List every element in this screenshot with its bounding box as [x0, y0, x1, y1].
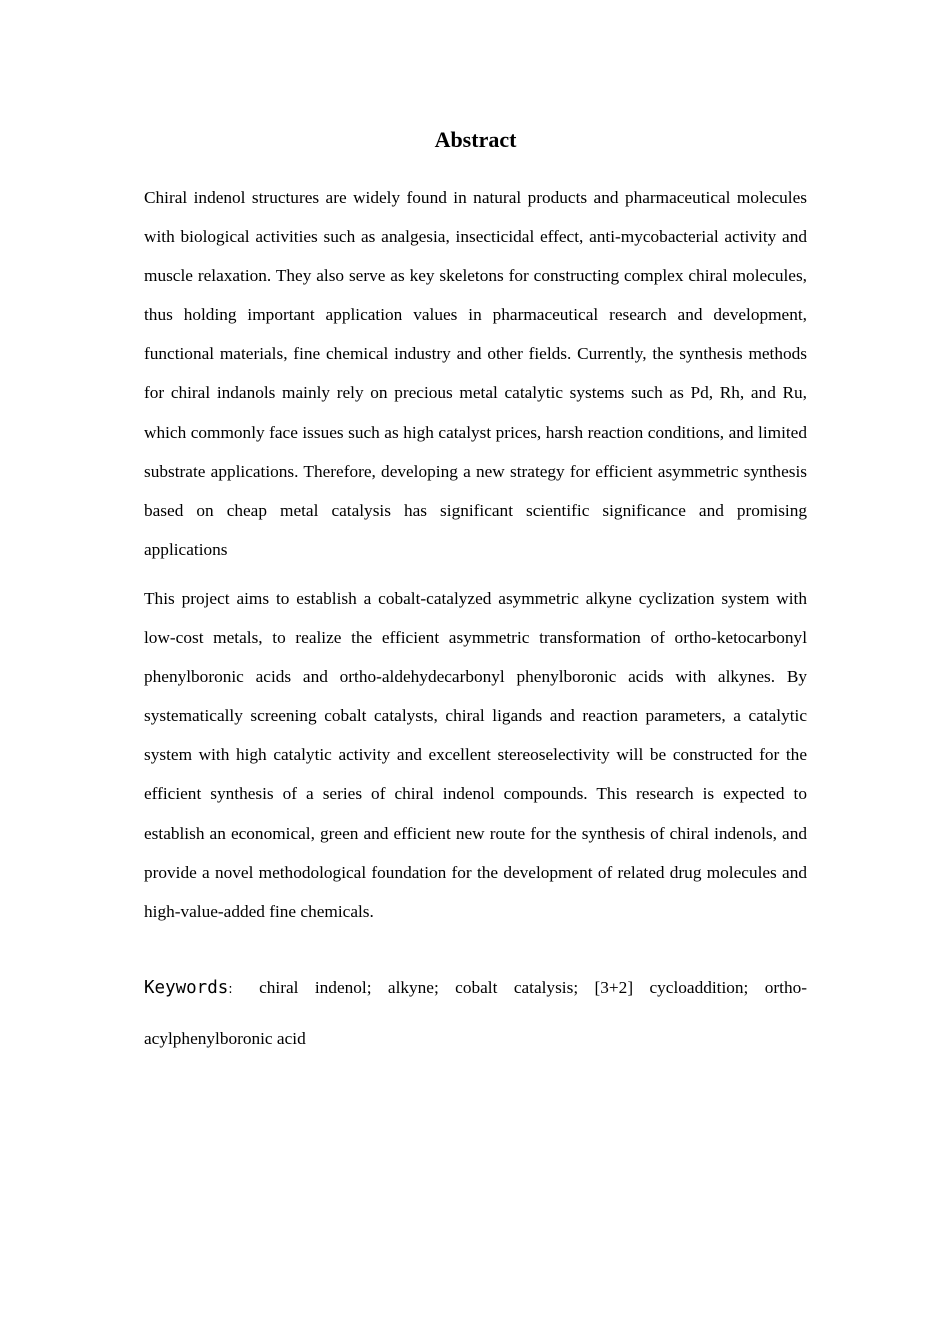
abstract-page: [144, 124, 807, 1063]
keywords-separator: :: [228, 981, 233, 997]
keywords-text: chiral indenol; alkyne; cobalt catalysis; [3+2] cycloaddition; ortho-acylphenylboronic acid: [144, 977, 807, 1048]
keywords-line: [144, 963, 807, 1063]
abstract-title: Abstract: [434, 127, 517, 152]
abstract-paragraph-2: This project aims to establish a cobalt-catalyzed asymmetric alkyne cyclization system with low-cost metals, to realize the efficient asymmetric transformation of ortho-ketocarbonyl phenylboronic acids and ortho-aldehydecarbonyl phenylboronic acids with alkynes. By systematically screening cobalt catalysts, chiral ligands and reaction parameters, a catalytic system with high catalytic activity and excellent stereoselectivity will be constructed for the efficient synthesis of a series of chiral indenol compounds. This research is expected to establish an economical, green and efficient new route for the synthesis of chiral indenols, and provide a novel methodological foundation for the development of related drug molecules and high-value-added fine chemicals.: [144, 588, 807, 921]
abstract-paragraph-1: Chiral indenol structures are widely found in natural products and pharmaceutical molecules with biological activities such as analgesia, insecticidal effect, anti-mycobacterial activity and muscle relaxation. They also serve as key skeletons for constructing complex chiral molecules, thus holding important application values in pharmaceutical research and development, functional materials, fine chemical industry and other fields. Currently, the synthesis methods for chiral indanols mainly rely on precious metal catalytic systems such as Pd, Rh, and Ru, which commonly face issues such as high catalyst prices, harsh reaction conditions, and limited substrate applications. Therefore, developing a new strategy for efficient asymmetric synthesis based on cheap metal catalysis has significant scientific significance and promising applications: [144, 188, 807, 559]
keywords-label: Keywords: [144, 977, 229, 998]
